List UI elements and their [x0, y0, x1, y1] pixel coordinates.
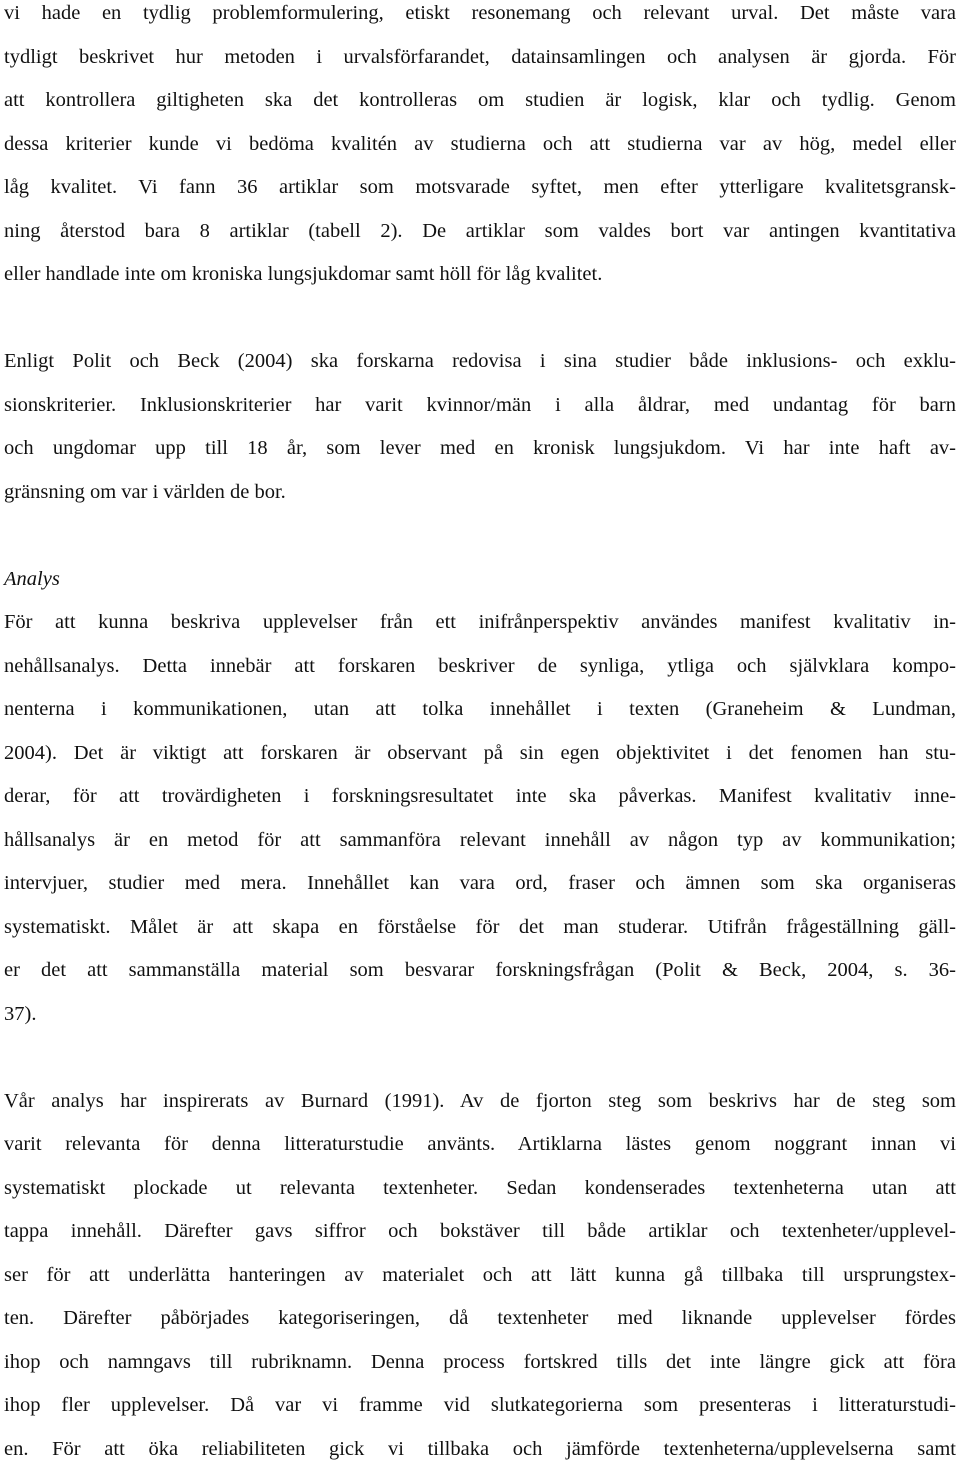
text-line: tydligt beskrivet hur metoden i urvalsförfarandet, datainsamlingen och analysen är gjorda. För	[4, 46, 956, 68]
text-line: vi hade en tydlig problemformulering, etiskt resonemang och relevant urval. Det måste vara	[4, 2, 956, 24]
text-line: 37).	[4, 1003, 37, 1025]
text-line: systematiskt plockade ut relevanta textenheter. Sedan kondenserades textenheterna utan att	[4, 1177, 956, 1199]
text-line: ihop och namngavs till rubriknamn. Denna process fortskred tills det inte längre gick att föra	[4, 1351, 956, 1373]
text-line: derar, för att trovärdigheten i forskningsresultatet inte ska påverkas. Manifest kvalitativ inne-	[4, 785, 956, 807]
text-line: eller handlade inte om kroniska lungsjukdomar samt höll för låg kvalitet.	[4, 263, 603, 285]
text-line: ihop fler upplevelser. Då var vi framme vid slutkategorierna som presenteras i litteraturstudi-	[4, 1394, 956, 1416]
text-line: gränsning om var i världen de bor.	[4, 481, 286, 503]
text-line: ning återstod bara 8 artiklar (tabell 2). De artiklar som valdes bort var antingen kvantitativa	[4, 220, 956, 242]
text-line: ten. Därefter påbörjades kategoriseringen, då textenheter med liknande upplevelser fördes	[4, 1307, 956, 1329]
text-line: ser för att underlätta hanteringen av materialet och att lätt kunna gå tillbaka till ursprungstex-	[4, 1264, 956, 1286]
text-line: hållsanalys är en metod för att sammanföra relevant innehåll av någon typ av kommunikation;	[4, 829, 956, 851]
text-line: intervjuer, studier med mera. Innehållet kan vara ord, fraser och ämnen som ska organiseras	[4, 872, 956, 894]
text-line: er det att sammanställa material som besvarar forskningsfrågan (Polit & Beck, 2004, s. 36-	[4, 959, 956, 981]
text-line: sionskriterier. Inklusionskriterier har varit kvinnor/män i alla åldrar, med undantag för barn	[4, 394, 956, 416]
text-line: dessa kriterier kunde vi bedöma kvalitén av studierna och att studierna var av hög, medel eller	[4, 133, 956, 155]
text-line: nenterna i kommunikationen, utan att tolka innehållet i texten (Graneheim & Lundman,	[4, 698, 956, 720]
text-line: nehållsanalys. Detta innebär att forskaren beskriver de synliga, ytliga och självklara kompo-	[4, 655, 956, 677]
text-line: systematiskt. Målet är att skapa en förståelse för det man studerar. Utifrån frågeställning gäll-	[4, 916, 956, 938]
text-line: varit relevanta för denna litteraturstudie använts. Artiklarna lästes genom noggrant innan vi	[4, 1133, 956, 1155]
text-line: Vår analys har inspirerats av Burnard (1991). Av de fjorton steg som beskrivs har de steg som	[4, 1090, 956, 1112]
text-line: För att kunna beskriva upplevelser från ett inifrånperspektiv användes manifest kvalitativ in-	[4, 611, 956, 633]
text-line: en. För att öka reliabiliteten gick vi tillbaka och jämförde textenheterna/upplevelserna samt	[4, 1438, 956, 1460]
text-line: tappa innehåll. Därefter gavs siffror och bokstäver till både artiklar och textenheter/upplevel-	[4, 1220, 956, 1242]
text-line: att kontrollera giltigheten ska det kontrolleras om studien är logisk, klar och tydlig. Genom	[4, 89, 956, 111]
text-line: och ungdomar upp till 18 år, som lever med en kronisk lungsjukdom. Vi har inte haft av-	[4, 437, 956, 459]
text-line: Enligt Polit och Beck (2004) ska forskarna redovisa i sina studier både inklusions- och exklu-	[4, 350, 956, 372]
section-heading-analys: Analys	[4, 568, 60, 590]
text-line: låg kvalitet. Vi fann 36 artiklar som motsvarade syftet, men efter ytterligare kvalitetsgransk-	[4, 176, 956, 198]
text-line: 2004). Det är viktigt att forskaren är observant på sin egen objektivitet i det fenomen han stu-	[4, 742, 956, 764]
